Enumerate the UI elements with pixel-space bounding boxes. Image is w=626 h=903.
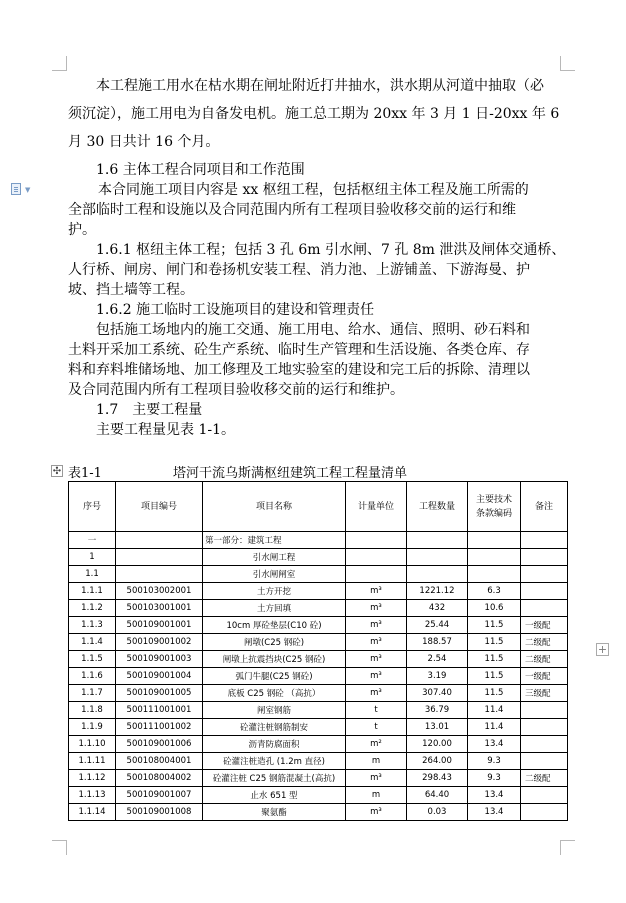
table-cell: 11.5 xyxy=(468,634,521,651)
table-row xyxy=(69,651,568,668)
text-line: 月 30 日共计 16 个月。 xyxy=(68,134,220,150)
text-line: 本工程施工用水在枯水期在闸址附近打井抽水，洪水期从河道中抽取（必 xyxy=(96,78,544,94)
table-row xyxy=(69,668,568,685)
table-cell: 9.3 xyxy=(468,770,521,787)
table-cell: 36.79 xyxy=(407,702,468,719)
table-cell: 砼灌注桩 C25 钢筋混凝土(高抗) xyxy=(203,770,346,787)
table-cell xyxy=(521,532,568,549)
table-cell: 二级配 xyxy=(521,651,568,668)
table-cell: 闸墩上抗震挡块(C25 钢砼) xyxy=(203,651,346,668)
table-cell: m³ xyxy=(346,617,407,634)
table-cell: m³ xyxy=(346,651,407,668)
table-cell: 底板 C25 钢砼 （高抗） xyxy=(203,685,346,702)
table-cell: m xyxy=(346,787,407,804)
table-cell xyxy=(346,532,407,549)
text-line: 本合同施工项目内容是 xx 枢纽工程，包括枢纽主体工程及施工所需的 xyxy=(98,182,529,198)
table-cell: m³ xyxy=(346,668,407,685)
table-cell: 188.57 xyxy=(407,634,468,651)
table-cell xyxy=(116,566,203,583)
page-corner-mark xyxy=(560,56,575,71)
table-cell xyxy=(346,549,407,566)
header-cell: 备注 xyxy=(521,482,568,532)
table-cell: 三级配 xyxy=(521,685,568,702)
table-title: 塔河干流乌斯满枢纽建筑工程工程量清单 xyxy=(173,466,408,481)
table-cell: m³ xyxy=(346,634,407,651)
table-cell: 432 xyxy=(407,600,468,617)
table-cell: 一 xyxy=(69,532,116,549)
table-cell xyxy=(521,702,568,719)
table-cell: 二级配 xyxy=(521,634,568,651)
table-cell: 2.54 xyxy=(407,651,468,668)
table-cell: 1.1 xyxy=(69,566,116,583)
table-cell: 1.1.4 xyxy=(69,634,116,651)
section-heading: 1.6.2 施工临时工设施项目的建设和管理责任 xyxy=(96,302,375,318)
table-cell xyxy=(521,787,568,804)
table-cell: 1.1.7 xyxy=(69,685,116,702)
table-row xyxy=(69,600,568,617)
table-row xyxy=(69,685,568,702)
table-cell: 500109001001 xyxy=(116,617,203,634)
table-cell xyxy=(407,532,468,549)
table-cell: 307.40 xyxy=(407,685,468,702)
header-cell: 项目名称 xyxy=(203,482,346,532)
table-cell: 13.4 xyxy=(468,787,521,804)
text-line: 全部临时工程和设施以及合同范围内所有工程项目验收移交前的运行和维 xyxy=(68,202,516,218)
table-cell: 264.00 xyxy=(407,753,468,770)
table-cell: 1.1.12 xyxy=(69,770,116,787)
section-paragraphs xyxy=(68,160,568,440)
table-cell xyxy=(407,549,468,566)
header-cell: 计量单位 xyxy=(346,482,407,532)
table-cell: 1.1.9 xyxy=(69,719,116,736)
table-row xyxy=(69,787,568,804)
table-cell xyxy=(521,566,568,583)
table-cell: 298.43 xyxy=(407,770,468,787)
table-cell: 500108004001 xyxy=(116,753,203,770)
page-corner-mark xyxy=(52,840,67,855)
paragraph-options-icon[interactable] xyxy=(11,183,21,195)
text-line: 料和弃料堆储场地、加工修理及工地实验室的建设和完工后的拆除、清理以 xyxy=(68,362,530,378)
table-cell: 11.4 xyxy=(468,702,521,719)
table-cell: m² xyxy=(346,736,407,753)
table-cell: 500103002001 xyxy=(116,583,203,600)
table-cell: 500109001005 xyxy=(116,685,203,702)
table-cell: 土方回填 xyxy=(203,600,346,617)
table-cell xyxy=(521,804,568,821)
table-move-handle-icon[interactable]: ✣ xyxy=(52,466,62,477)
table-cell: 第一部分：建筑工程 xyxy=(203,532,346,549)
text-line: 须沉淀），施工用电为自备发电机。施工总工期为 20xx 年 3 月 1 日-20xx 年 6 xyxy=(68,106,560,122)
table-cell xyxy=(407,566,468,583)
table-cell: 6.3 xyxy=(468,583,521,600)
section-heading: 1.6 主体工程合同项目和工作范围 xyxy=(96,162,305,178)
table-cell: 1 xyxy=(69,549,116,566)
table-header-row xyxy=(69,482,568,532)
table-cell: 500109001004 xyxy=(116,668,203,685)
table-cell: 11.4 xyxy=(468,719,521,736)
table-cell: 弧门牛腿(C25 钢砼) xyxy=(203,668,346,685)
table-cell: 10.6 xyxy=(468,600,521,617)
table-cell: 1.1.14 xyxy=(69,804,116,821)
table-cell: 500103001001 xyxy=(116,600,203,617)
table-cell xyxy=(468,532,521,549)
table-cell: m³ xyxy=(346,804,407,821)
table-row xyxy=(69,770,568,787)
table-cell: 土方开挖 xyxy=(203,583,346,600)
intro-paragraph xyxy=(68,72,568,156)
table-cell: m³ xyxy=(346,685,407,702)
table-cell: 10cm 厚砼垫层(C10 砼) xyxy=(203,617,346,634)
table-cell: t xyxy=(346,719,407,736)
table-cell xyxy=(521,736,568,753)
text-line: 及合同范围内所有工程项目验收移交前的运行和维护。 xyxy=(68,382,404,398)
table-cell: 聚氨酯 xyxy=(203,804,346,821)
table-cell: 一级配 xyxy=(521,617,568,634)
table-cell xyxy=(116,532,203,549)
table-cell: 引水闸闸室 xyxy=(203,566,346,583)
table-cell: 砼灌注桩造孔 (1.2m 直径) xyxy=(203,753,346,770)
text-line: 土料开采加工系统、砼生产系统、临时生产管理和生活设施、各类仓库、存 xyxy=(68,342,530,358)
table-cell: 13.4 xyxy=(468,736,521,753)
page-corner-mark xyxy=(52,56,67,71)
table-cell xyxy=(521,600,568,617)
text-line: 护。 xyxy=(68,222,96,238)
table-caption xyxy=(68,462,568,480)
text-line: 主要工程量见表 1-1。 xyxy=(96,422,235,438)
table-cell: 500109001002 xyxy=(116,634,203,651)
table-cell: 500108004002 xyxy=(116,770,203,787)
chevron-down-icon[interactable]: ▼ xyxy=(25,186,31,194)
table-cell: 砼灌注桩钢筋制安 xyxy=(203,719,346,736)
table-cell: t xyxy=(346,702,407,719)
table-cell: m³ xyxy=(346,770,407,787)
table-cell: 500109001007 xyxy=(116,787,203,804)
text-line: 1.6.1 枢纽主体工程；包括 3 孔 6m 引水闸、7 孔 8m 泄洪及闸体交通桥、 xyxy=(96,242,566,258)
table-row xyxy=(69,634,568,651)
table-cell: 闸室钢筋 xyxy=(203,702,346,719)
table-cell: 止水 651 型 xyxy=(203,787,346,804)
table-cell: 11.5 xyxy=(468,668,521,685)
table-cell: 1.1.11 xyxy=(69,753,116,770)
table-row xyxy=(69,702,568,719)
table-cell: 11.5 xyxy=(468,685,521,702)
table-cell xyxy=(521,549,568,566)
table-cell: 1.1.1 xyxy=(69,583,116,600)
table-cell: 1.1.5 xyxy=(69,651,116,668)
table-cell: m xyxy=(346,753,407,770)
table-cell: 闸墩(C25 钢砼) xyxy=(203,634,346,651)
table-cell: 500109001006 xyxy=(116,736,203,753)
table-cell: 500109001008 xyxy=(116,804,203,821)
table-cell: 沥青防腐面积 xyxy=(203,736,346,753)
text-line: 包括施工场地内的施工交通、施工用电、给水、通信、照明、砂石料和 xyxy=(96,322,530,338)
table-cell: 引水闸工程 xyxy=(203,549,346,566)
table-cell: 1.1.10 xyxy=(69,736,116,753)
table-row xyxy=(69,549,568,566)
table-cell: 9.3 xyxy=(468,753,521,770)
header-cell: 序号 xyxy=(69,482,116,532)
table-cell xyxy=(468,549,521,566)
table-cell: 120.00 xyxy=(407,736,468,753)
table-row xyxy=(69,617,568,634)
table-row xyxy=(69,583,568,600)
table-cell xyxy=(521,583,568,600)
table-cell: 1.1.2 xyxy=(69,600,116,617)
text-line: 人行桥、闸房、闸门和卷扬机安装工程、消力池、上游铺盖、下游海曼、护 xyxy=(68,262,530,278)
table-cell: 13.4 xyxy=(468,804,521,821)
table-cell: 二级配 xyxy=(521,770,568,787)
table-row xyxy=(69,753,568,770)
table-cell: 25.44 xyxy=(407,617,468,634)
table-cell xyxy=(468,566,521,583)
text-line: 坡、挡土墙等工程。 xyxy=(68,282,194,298)
table-cell: 64.40 xyxy=(407,787,468,804)
header-cell: 工程数量 xyxy=(407,482,468,532)
table-cell: 3.19 xyxy=(407,668,468,685)
table-row xyxy=(69,719,568,736)
table-cell xyxy=(346,566,407,583)
table-cell: 1.1.3 xyxy=(69,617,116,634)
table-cell: 11.5 xyxy=(468,651,521,668)
header-cell: 主要技术条款编码 xyxy=(468,482,521,532)
table-cell: m³ xyxy=(346,583,407,600)
table-cell xyxy=(116,549,203,566)
table-cell: 一级配 xyxy=(521,668,568,685)
table-cell: 1221.12 xyxy=(407,583,468,600)
table-row xyxy=(69,736,568,753)
header-cell: 项目编号 xyxy=(116,482,203,532)
table-row xyxy=(69,804,568,821)
table-row xyxy=(69,566,568,583)
table-cell xyxy=(521,753,568,770)
page-corner-mark xyxy=(560,840,575,855)
table-cell: 1.1.13 xyxy=(69,787,116,804)
add-column-icon[interactable]: + xyxy=(597,643,608,656)
quantity-table xyxy=(68,481,568,821)
table-cell: 11.5 xyxy=(468,617,521,634)
table-cell xyxy=(521,719,568,736)
table-row xyxy=(69,532,568,549)
table-cell: m³ xyxy=(346,600,407,617)
table-cell: 1.1.6 xyxy=(69,668,116,685)
table-cell: 500109001003 xyxy=(116,651,203,668)
table-cell: 500111001002 xyxy=(116,719,203,736)
table-number: 表1-1 xyxy=(68,466,102,481)
table-cell: 1.1.8 xyxy=(69,702,116,719)
table-cell: 500111001001 xyxy=(116,702,203,719)
section-heading: 1.7 主要工程量 xyxy=(96,402,203,418)
table-cell: 13.01 xyxy=(407,719,468,736)
table-cell: 0.03 xyxy=(407,804,468,821)
